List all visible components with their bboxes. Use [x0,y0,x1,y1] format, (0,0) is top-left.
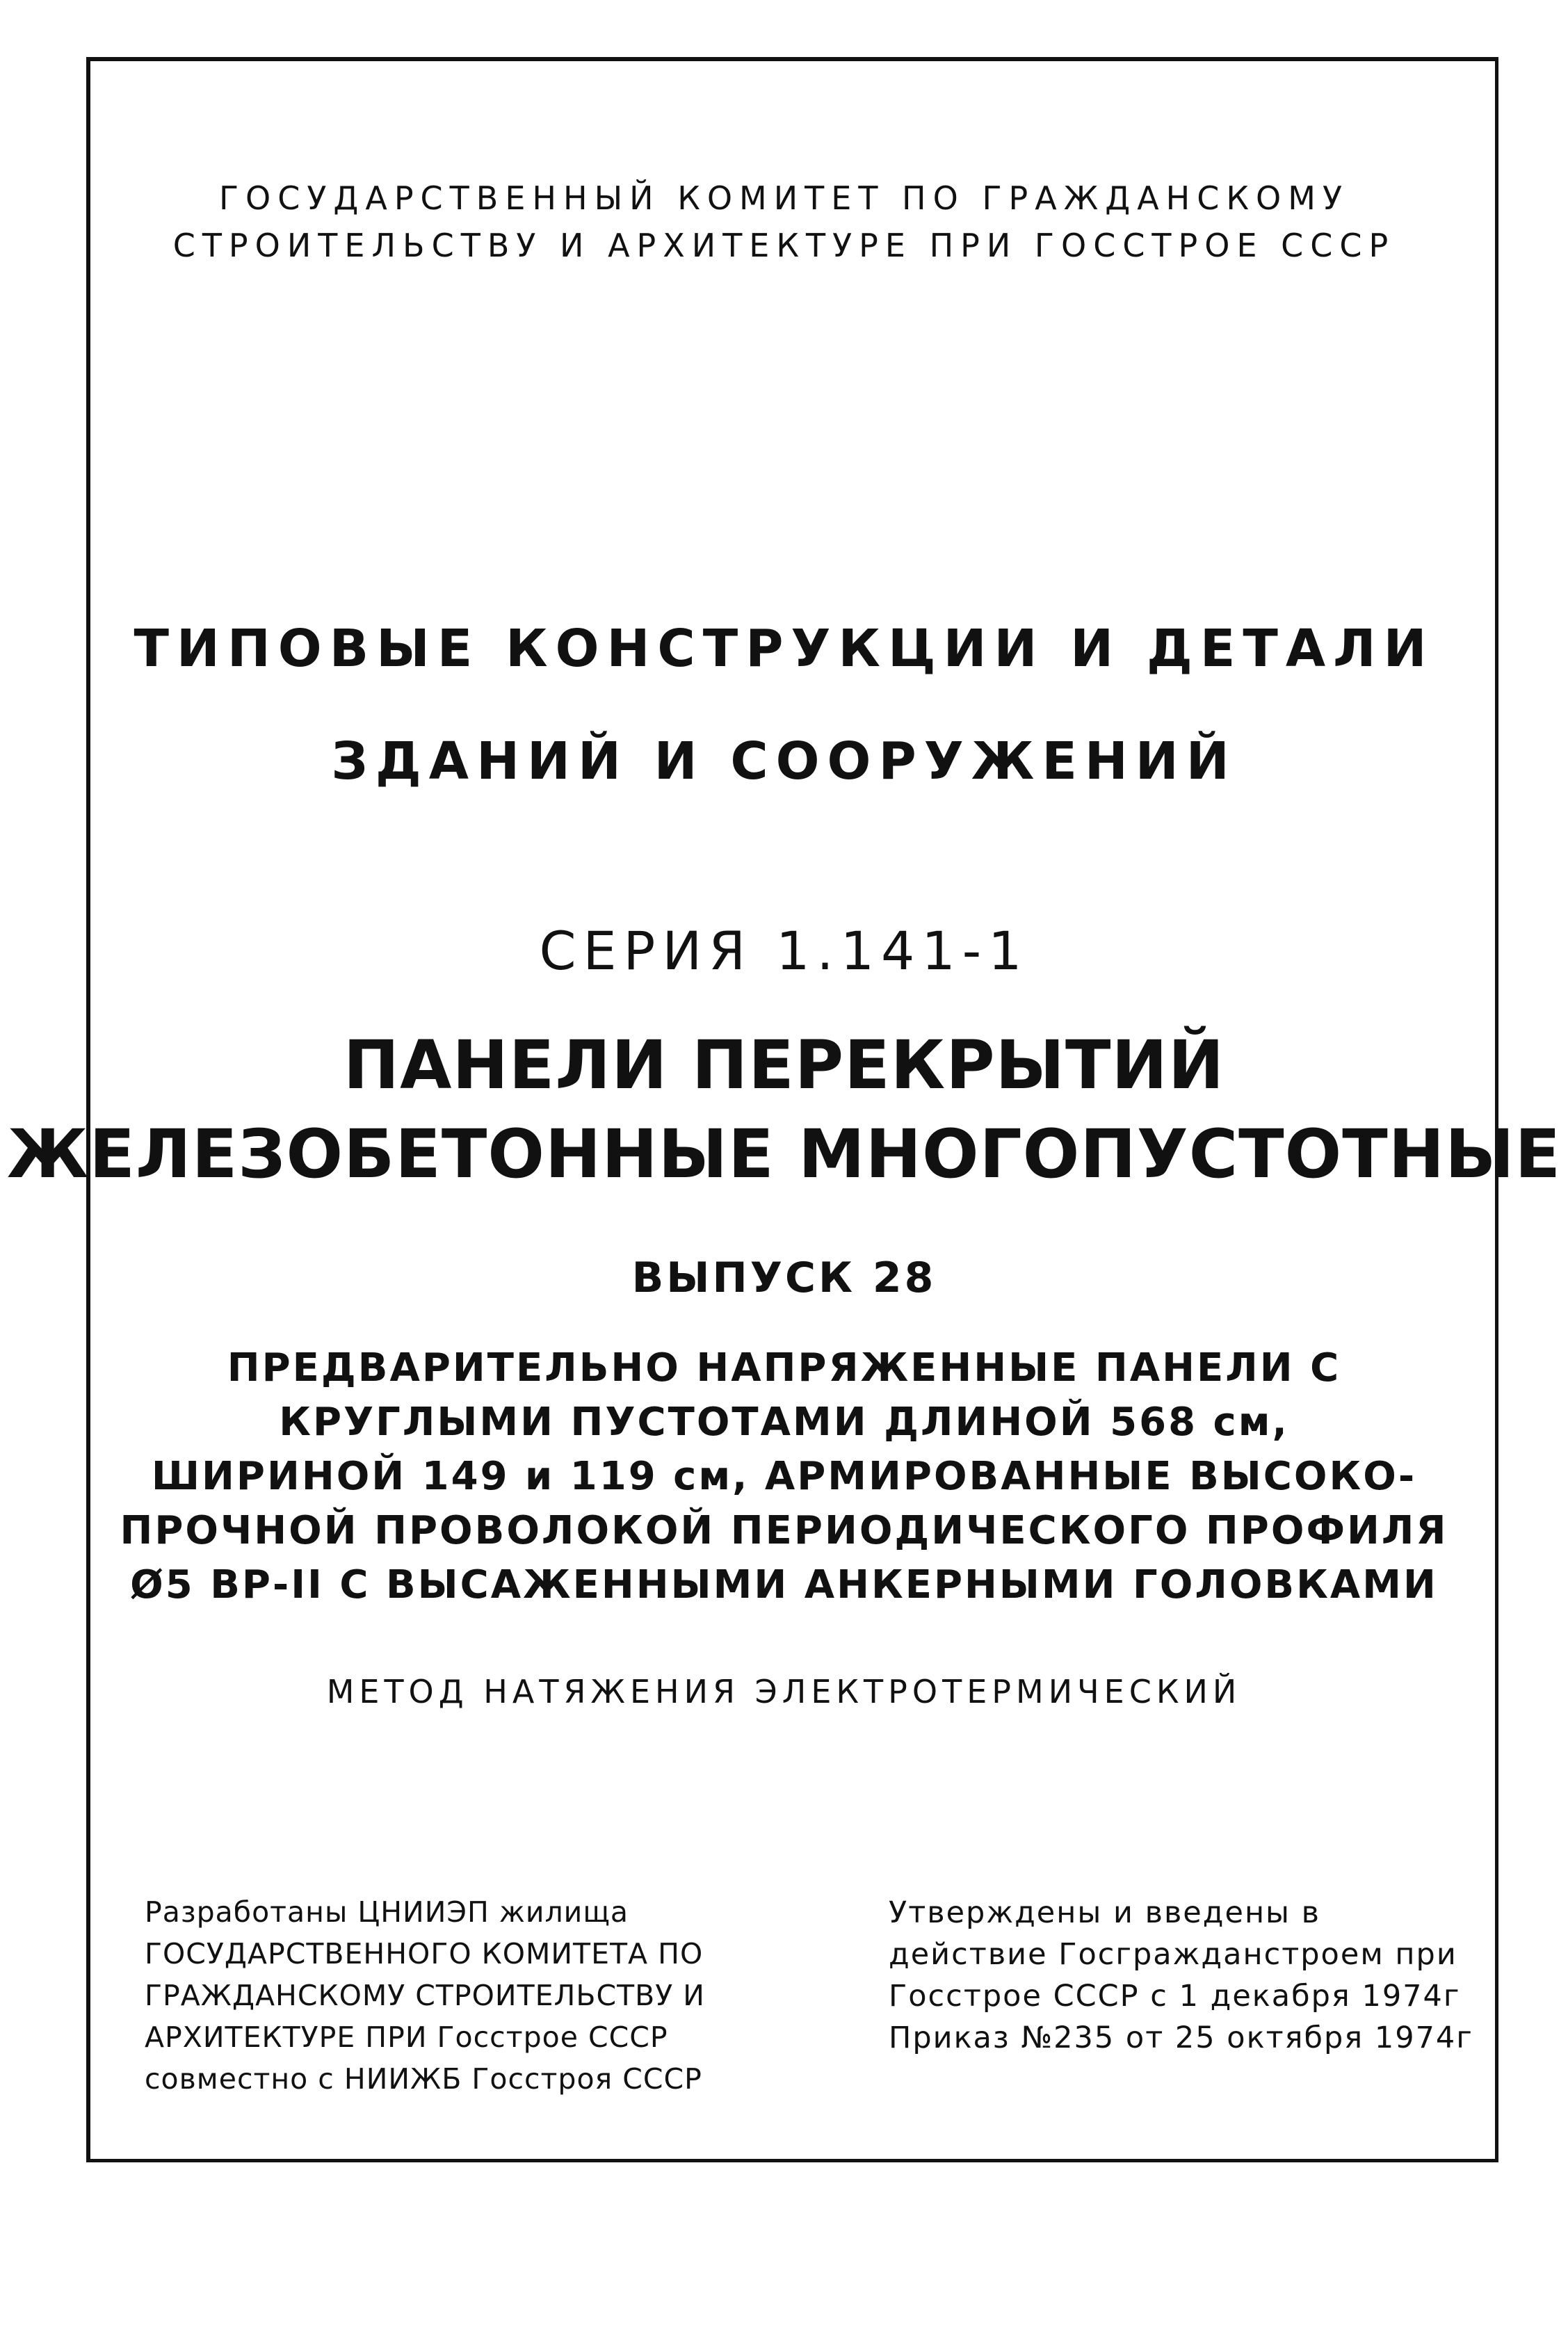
description-line-3: ШИРИНОЙ 149 и 119 см, АРМИРОВАННЫЕ ВЫСОКО- [151,1454,1417,1499]
document-title-line-2: ЖЕЛЕЗОБЕТОННЫЕ МНОГОПУСТОТНЫЕ [6,1115,1562,1193]
developer-line-1: Разработаны ЦНИИЭП жилища [145,1895,629,1929]
description-line-5: Ø5 ВР-II С ВЫСАЖЕННЫМИ АНКЕРНЫМИ ГОЛОВКАМИ [130,1562,1438,1608]
description-line-4: ПРОЧНОЙ ПРОВОЛОКОЙ ПЕРИОДИЧЕСКОГО ПРОФИЛЯ [120,1508,1448,1553]
collection-title-line-2: ЗДАНИЙ И СООРУЖЕНИЙ [331,731,1237,791]
developer-line-5: совместно с НИИЖБ Госстроя СССР [145,2062,702,2096]
page-border [86,57,1498,2162]
committee-line-2: СТРОИТЕЛЬСТВУ И АРХИТЕКТУРЕ ПРИ ГОССТРОЕ СССР [172,227,1396,264]
committee-line-1: ГОСУДАРСТВЕННЫЙ КОМИТЕТ ПО ГРАЖДАНСКОМУ [219,179,1349,217]
approval-line-1: Утверждены и введены в [889,1895,1321,1930]
approval-line-3: Госстрое СССР с 1 декабря 1974г [889,1979,1461,2014]
issue-number: ВЫПУСК 28 [631,1254,937,1302]
developer-line-2: ГОСУДАРСТВЕННОГО КОМИТЕТА ПО [145,1937,704,1970]
approval-line-4: Приказ №235 от 25 октября 1974г [889,2021,1473,2055]
approval-line-2: действие Госгражданстроем при [889,1937,1457,1972]
tension-method: МЕТОД НАТЯЖЕНИЯ ЭЛЕКТРОТЕРМИЧЕСКИЙ [326,1673,1242,1710]
description-line-2: КРУГЛЫМИ ПУСТОТАМИ ДЛИНОЙ 568 см, [279,1400,1289,1445]
developer-line-3: ГРАЖДАНСКОМУ СТРОИТЕЛЬСТВУ И [145,1979,705,2012]
document-title-line-1: ПАНЕЛИ ПЕРЕКРЫТИЙ [343,1026,1225,1104]
series-number: СЕРИЯ 1.141-1 [539,920,1029,982]
description-line-1: ПРЕДВАРИТЕЛЬНО НАПРЯЖЕННЫЕ ПАНЕЛИ С [227,1345,1341,1391]
developer-line-4: АРХИТЕКТУРЕ ПРИ Госстрое СССР [145,2021,668,2054]
collection-title-line-1: ТИПОВЫЕ КОНСТРУКЦИИ И ДЕТАЛИ [134,619,1434,679]
